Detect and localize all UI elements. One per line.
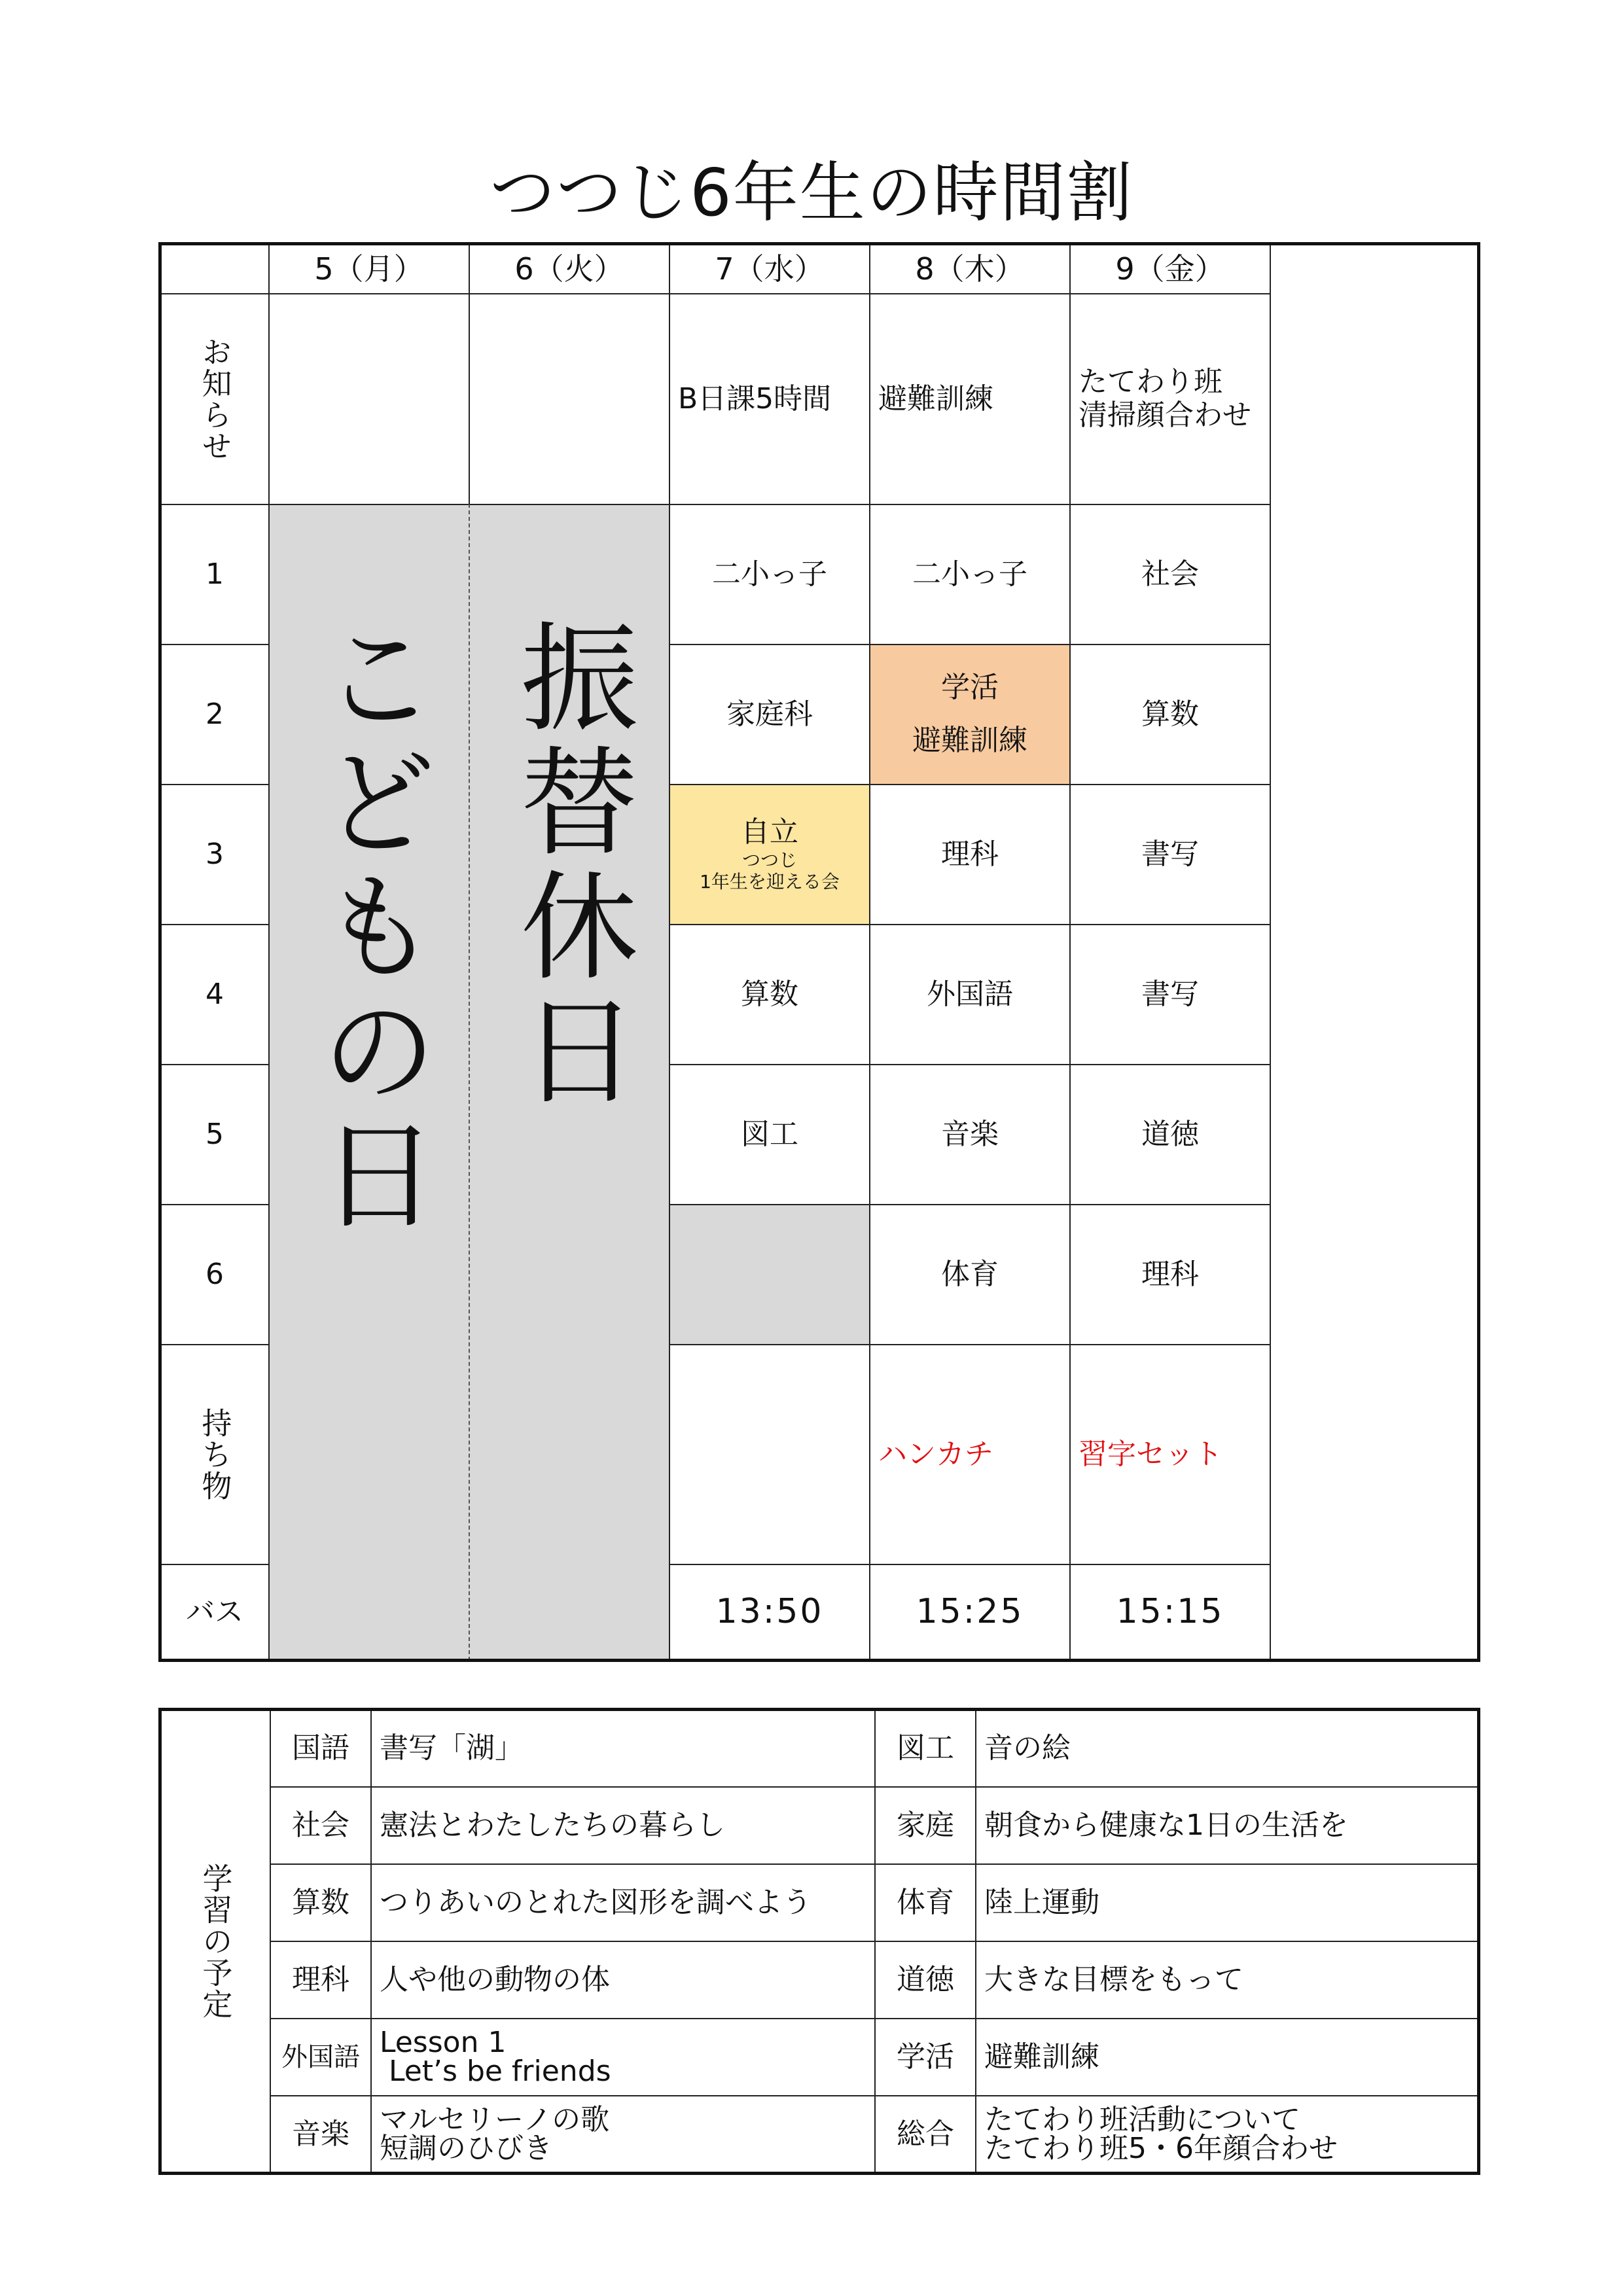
- plan-subject: 家庭: [874, 1786, 976, 1865]
- plan-content-lines: [380, 1886, 812, 1920]
- holiday-mon-text: こどもの日: [300, 616, 438, 1238]
- day-header-mon: 5（月）: [268, 243, 470, 294]
- thu-period-6: 体育: [869, 1204, 1071, 1345]
- plan-subject: 国語: [270, 1709, 372, 1788]
- plan-content: [975, 1786, 1479, 1865]
- plan-content-lines: [984, 1886, 1099, 1920]
- plan-content-lines: [380, 2103, 610, 2165]
- thu-period-5: 音楽: [869, 1064, 1071, 1205]
- plan-content-line: 人や他の動物の体: [380, 1962, 610, 1996]
- notice-fri: [1069, 293, 1271, 505]
- notice-label: お知らせ: [197, 336, 233, 462]
- wed-period-3-main: 自立: [740, 815, 798, 849]
- period-label-2: 2: [160, 644, 270, 785]
- fri-period-1: 社会: [1069, 504, 1271, 645]
- thu-period-2-line-2: 避難訓練: [912, 724, 1027, 757]
- plan-content: [975, 1941, 1479, 2019]
- plan-content-lines: [380, 1732, 524, 1765]
- plan-subject: 算数: [270, 1863, 372, 1942]
- notice-mon: [268, 293, 470, 505]
- wed-belongings: [669, 1344, 870, 1565]
- plan-content-line: たてわり班活動について: [984, 2103, 1301, 2136]
- plan-content-line: 短調のひびき: [380, 2132, 552, 2165]
- belongings-label-text: 持ち物: [197, 1407, 233, 1502]
- plan-content-line: Let’s be friends: [380, 2055, 611, 2088]
- thu-period-4: 外国語: [869, 924, 1071, 1065]
- fri-period-5: 道徳: [1069, 1064, 1271, 1205]
- belongings-label: [160, 1344, 270, 1565]
- row-label-notice: [160, 293, 270, 505]
- thu-period-1: 二小っ子: [869, 504, 1071, 645]
- plan-subject: 総合: [874, 2095, 976, 2174]
- wed-period-5: 図工: [669, 1064, 870, 1205]
- plan-subject: 道徳: [874, 1941, 976, 2019]
- wed-period-2: 家庭科: [669, 644, 870, 785]
- day-header-tue: 6（火）: [469, 243, 670, 294]
- page-title: つつじ6年生の時間割: [490, 154, 1133, 231]
- fri-period-6: 理科: [1069, 1204, 1271, 1345]
- thu-bus-time: 15:25: [869, 1564, 1071, 1661]
- plan-content-line: 朝食から健康な1日の生活を: [984, 1808, 1348, 1842]
- plan-content-line: マルセリーノの歌: [380, 2103, 610, 2136]
- plan-content-line: 憲法とわたしたちの暮らし: [380, 1808, 725, 1842]
- holiday-tue: [469, 504, 670, 1661]
- notice-fri-line-2: 清掃顔合わせ: [1079, 398, 1251, 432]
- thu-period-2: [869, 644, 1071, 785]
- plan-subject: 音楽: [270, 2095, 372, 2174]
- plan-content-lines: [984, 1964, 1243, 1997]
- notice-thu: 避難訓練: [869, 293, 1071, 505]
- thu-belongings: ハンカチ: [869, 1344, 1071, 1565]
- plan-content: [370, 1863, 876, 1942]
- wed-period-3: [669, 784, 870, 925]
- notice-fri-line-1: たてわり班: [1079, 365, 1222, 399]
- plan-content-lines: [984, 1809, 1348, 1843]
- wed-period-4: 算数: [669, 924, 870, 1065]
- period-label-1: 1: [160, 504, 270, 645]
- notice-wed: B日課5時間: [669, 293, 870, 505]
- wed-period-1: 二小っ子: [669, 504, 870, 645]
- fri-belongings: 習字セット: [1069, 1344, 1271, 1565]
- plan-content-line: たてわり班5・6年顔合わせ: [984, 2132, 1338, 2165]
- day-header-fri: 9（金）: [1069, 243, 1271, 294]
- plan-content: [370, 1709, 876, 1788]
- plan-content-line: Lesson 1: [380, 2026, 507, 2059]
- header-corner: [160, 243, 270, 294]
- period-label-5: 5: [160, 1064, 270, 1205]
- holiday-tue-text: 振替休日: [501, 616, 638, 1114]
- plan-subject: 外国語: [270, 2018, 372, 2096]
- fri-period-3: 書写: [1069, 784, 1271, 925]
- period-label-4: 4: [160, 924, 270, 1065]
- thu-period-3: 理科: [869, 784, 1071, 925]
- wed-bus-time: 13:50: [669, 1564, 870, 1661]
- period-label-3: 3: [160, 784, 270, 925]
- plan-content: [975, 2018, 1479, 2096]
- plan-content-line: 音の絵: [984, 1731, 1071, 1765]
- plan-content-line: 書写「湖」: [380, 1731, 524, 1765]
- wed-period-3-sub2: 1年生を迎える会: [700, 871, 840, 893]
- plan-content: [975, 1863, 1479, 1942]
- plan-content-line: 陸上運動: [984, 1885, 1099, 1919]
- day-header-wed: 7（水）: [669, 243, 870, 294]
- plan-content-lines: [984, 2041, 1099, 2074]
- wed-period-6: [669, 1204, 870, 1345]
- thu-period-2-line-1: 学活: [941, 671, 999, 705]
- plan-content-line: 大きな目標をもって: [984, 1962, 1243, 1996]
- plan-subject: 社会: [270, 1786, 372, 1865]
- plan-content-lines: [984, 1732, 1071, 1765]
- plan-content-lines: [380, 1809, 725, 1843]
- plan-content: [370, 2095, 876, 2174]
- wed-period-3-sub1: つつじ: [741, 849, 797, 871]
- plan-subject: 体育: [874, 1863, 976, 1942]
- holiday-mon: [268, 504, 470, 1661]
- plan-content: [975, 2095, 1479, 2174]
- plan-content-lines: [984, 2103, 1338, 2165]
- plan-content: [370, 1786, 876, 1865]
- plan-subject: 理科: [270, 1941, 372, 2019]
- plan-content-lines: [380, 1964, 610, 1997]
- fri-bus-time: 15:15: [1069, 1564, 1271, 1661]
- plan-content: [370, 2018, 876, 2096]
- plan-content-lines: [380, 2028, 611, 2086]
- period-label-6: 6: [160, 1204, 270, 1345]
- plan-content-line: 避難訓練: [984, 2040, 1099, 2074]
- plan-label: [160, 1709, 271, 2174]
- plan-subject: 図工: [874, 1709, 976, 1788]
- plan-subject: 学活: [874, 2018, 976, 2096]
- plan-content: [975, 1709, 1479, 1788]
- fri-period-2: 算数: [1069, 644, 1271, 785]
- plan-content-line: つりあいのとれた図形を調べよう: [380, 1885, 812, 1919]
- notice-tue: [469, 293, 670, 505]
- plan-content: [370, 1941, 876, 2019]
- fri-period-4: 書写: [1069, 924, 1271, 1065]
- day-header-thu: 8（木）: [869, 243, 1071, 294]
- bus-label: バス: [160, 1564, 270, 1661]
- plan-label-text: 学習の予定: [198, 1863, 234, 2020]
